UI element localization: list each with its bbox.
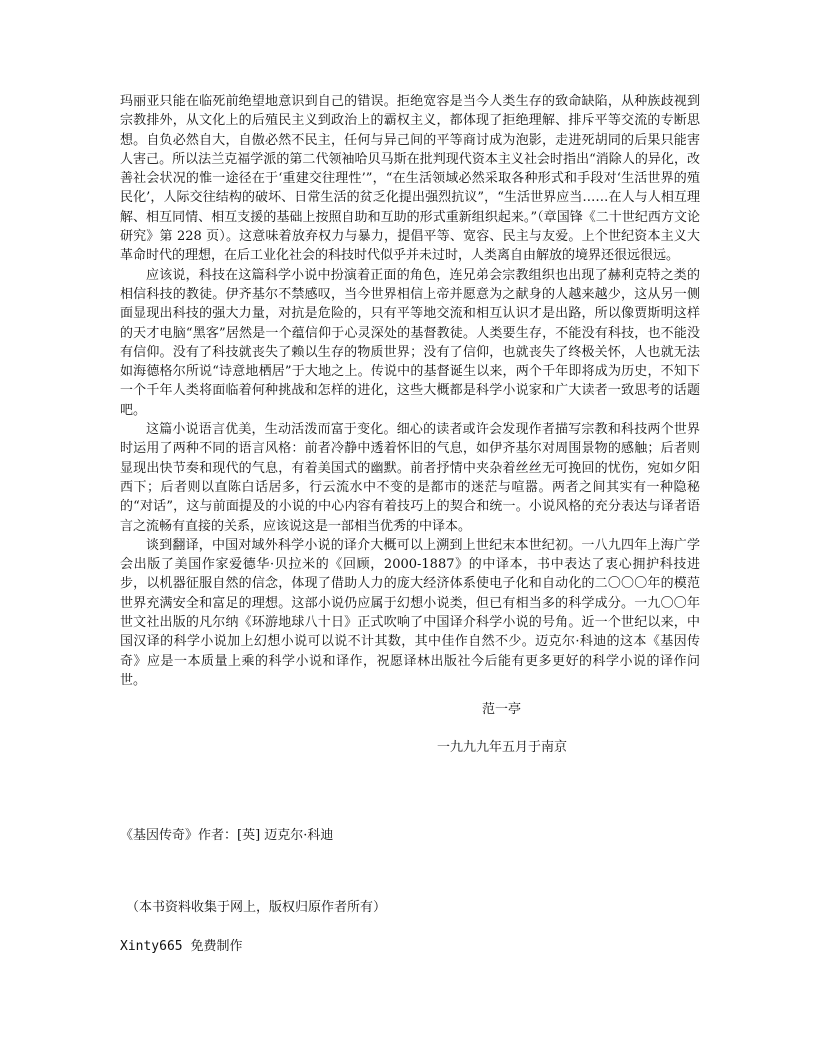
paragraph-4: 谈到翻译，中国对域外科学小说的译介大概可以上溯到上世纪末本世纪初。一八九四年上海广学会出版了美国作家爱德华·贝拉米的《回顾，2000-1887》的中译本，书中表达了衷心拥护科技进步，以机器征服自然的信念，体现了借助人力的庞大经济体系使电子化和自动化的二〇〇〇年的模范世界充满安全和富足的理想。这部小说仍应属于幻想小说类，但已有相当多的科学成分。一九〇〇年世文社出版的凡尔纳《环游地球八十日》正式吹响了中国译介科学小说的号角。近一个世纪以来，中国汉译的科学小说加上幻想小说可以说不计其数，其中佳作自然不少。迈克尔·科迪的这本《基因传奇》应是一本质量上乘的科学小说和译作，祝愿译林出版社今后能有更多更好的科学小说的译作问世。 [120,537,700,688]
paragraph-2: 应该说，科技在这篇科学小说中扮演着正面的角色，连兄弟会宗教组织也出现了赫利克特之类的相信科技的教徒。伊齐基尔不禁感叹，当今世界相信上帝并愿意为之献身的人越来越少，这从另一侧面显现出科技的强大力量，对抗是危险的，只有平等地交流和相互认识才是出路，所以像贾斯明这样的天才电脑“黑客”居然是一个蕴信仰于心灵深处的基督教徒。人类要生存，不能没有科技，也不能没有信仰。没有了科技就丧失了赖以生存的物质世界；没有了信仰，也就丧失了终极关怀，人也就无法如海德格尔所说“诗意地栖居”于大地之上。传说中的基督诞生以来，两个千年即将成为历史，不知下一个千年人类将面临着何种挑战和怎样的进化，这些大概都是科学小说家和广大读者一致思考的话题吧。 [120,267,700,418]
paragraph-1: 玛丽亚只能在临死前绝望地意识到自己的错误。拒绝宽容是当今人类生存的致命缺陷，从种族歧视到宗教排外，从文化上的后殖民主义到政治上的霸权主义，都体现了拒绝理解、排斥平等交流的专断思想。自负必然自大，自傲必然不民主，任何与异己间的平等商讨成为泡影，走进死胡同的后果只能害人害己。所以法兰克福学派的第二代领袖哈贝马斯在批判现代资本主义社会时指出“消除人的异化，改善社会状况的惟一途径在于‘重建交往理性’”，“在生活领域必然采取各种形式和手段对‘生活世界的殖民化’，人际交往结构的破坏、日常生活的贫乏化提出强烈抗议”，“生活世界应当……在人与人相互理解、相互同情、相互支援的基础上按照自助和互助的形式重新组织起来。”（章国锋《二十世纪西方文论研究》第 228 页）。这意味着放弃权力与暴力，提倡平等、宽容、民主与友爱。上个世纪资本主义大革命时代的理想，在后工业化社会的科技时代似乎并未过时，人类离自由解放的境界还很远很远。 [120,94,700,264]
paragraph-3: 这篇小说语言优美，生动活泼而富于变化。细心的读者或许会发现作者描写宗教和科技两个世界时运用了两种不同的语言风格：前者冷静中透着怀旧的气息，如伊齐基尔对周围景物的感触；后者则显现出快节奏和现代的气息，有着美国式的幽默。前者抒情中夹杂着丝丝无可挽回的忧伤，宛如夕阳西下；后者则以直陈白话居多，行云流水中不变的是都市的迷茫与喧嚣。两者之间其实有一种隐秘的“对话”，这与前面提及的小说的中心内容有着技巧上的契合和统一。小说风格的充分表达与译者语言之流畅有直接的关系，应该说这是一部相当优秀的中译本。 [120,422,700,534]
signature-date: 一九九九年五月于南京 [437,740,568,755]
copyright-disclaimer: （本书资料收集于网上，版权归原作者所有） [126,900,387,915]
author-signature: 范一亭 [482,702,522,717]
maker-credit: Xinty665 免费制作 [120,939,243,954]
article-body [120,92,700,690]
book-title-line: 《基因传奇》作者：[英] 迈克尔·科迪 [120,828,334,843]
